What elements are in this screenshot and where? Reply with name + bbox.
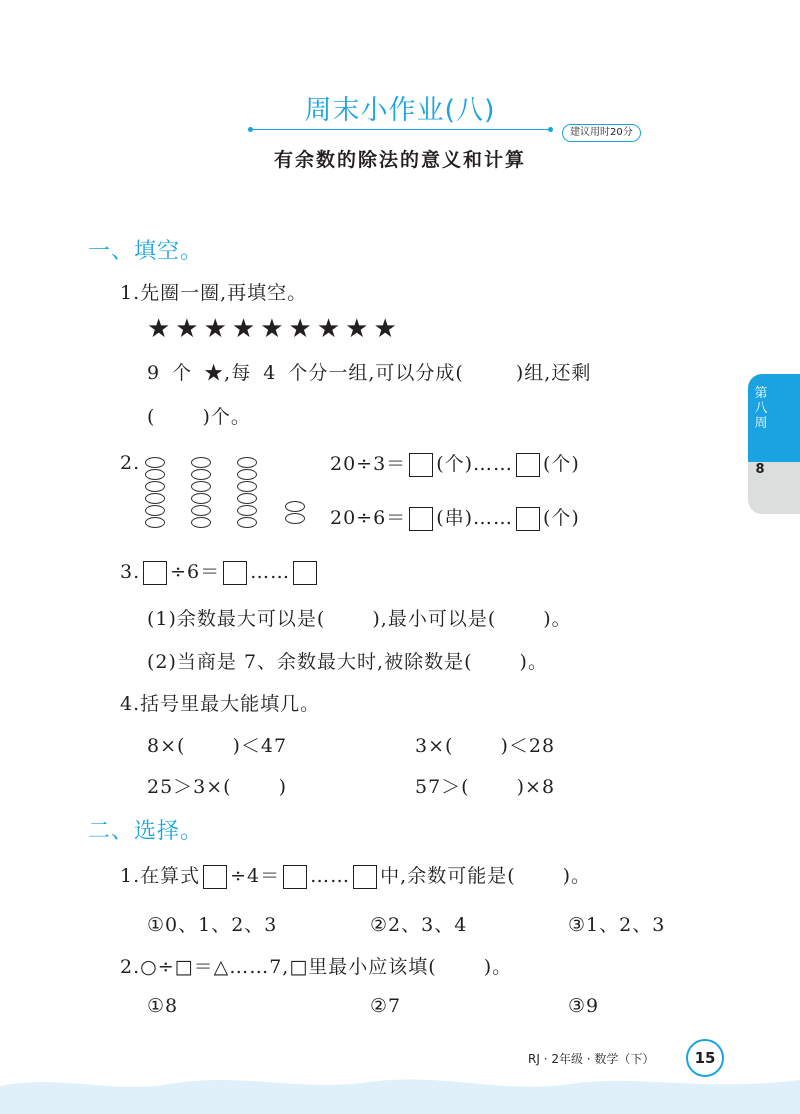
equation-left: 20÷6＝ <box>330 507 407 529</box>
equation-mid: (个)…… <box>436 453 514 475</box>
equation-right: (个) <box>543 453 580 475</box>
stars-row: ★★★★★★★★★ <box>147 314 402 344</box>
answer-box[interactable] <box>293 561 317 585</box>
bead-string <box>191 457 213 529</box>
choice-2-option-1[interactable]: ①8 <box>147 995 179 1017</box>
section-heading-multiple-choice: 二、选择。 <box>88 819 204 844</box>
choice-1-option-3[interactable]: ③1、2、3 <box>568 914 666 936</box>
question-2-number: 2. <box>120 452 141 474</box>
footer-wave-decoration <box>0 1064 800 1114</box>
footer-book-info: RJ · 2年级 · 数学（下） <box>528 1052 655 1066</box>
question-4-item-d: 57＞( )×8 <box>415 776 556 798</box>
answer-box[interactable] <box>143 561 167 585</box>
divider-dot <box>548 127 553 132</box>
answer-box[interactable] <box>283 865 307 889</box>
bead-string <box>237 457 259 529</box>
question-prefix: 1.在算式 <box>120 865 201 887</box>
question-3-equation <box>120 557 320 585</box>
question-3-sub-1: (1)余数最大可以是( ),最小可以是( )。 <box>147 608 572 630</box>
question-3-sub-2: (2)当商是 7、余数最大时,被除数是( )。 <box>147 651 548 673</box>
bead-string-partial <box>285 501 307 525</box>
choice-1-option-1[interactable]: ①0、1、2、3 <box>147 914 278 936</box>
choice-question-1 <box>120 861 591 889</box>
equation-left: 20÷3＝ <box>330 453 407 475</box>
choice-2-option-3[interactable]: ③9 <box>568 995 600 1017</box>
question-3-number: 3. <box>120 561 141 583</box>
equation-ellipsis: …… <box>250 561 291 583</box>
question-1-line-2: ( )个。 <box>147 406 251 428</box>
answer-box[interactable] <box>223 561 247 585</box>
title-divider <box>250 129 550 130</box>
suggested-time-badge: 建议用时20分 <box>562 124 641 142</box>
page-title: 周末小作业(八) <box>304 95 496 126</box>
answer-box[interactable] <box>203 865 227 889</box>
section-heading-fill-blank: 一、填空。 <box>88 239 204 264</box>
page-number: 15 <box>686 1039 724 1077</box>
question-suffix: 中,余数可能是( )。 <box>380 865 592 887</box>
equation-right: (个) <box>543 507 580 529</box>
choice-1-option-2[interactable]: ②2、3、4 <box>370 914 468 936</box>
question-1-line-1: 9 个 ★,每 4 个分一组,可以分成( )组,还剩 <box>147 362 592 384</box>
bead-string <box>145 457 167 529</box>
equation-mid: ÷6＝ <box>170 561 221 583</box>
answer-box[interactable] <box>516 507 540 531</box>
question-1-prompt: 1.先圈一圈,再填空。 <box>120 282 308 304</box>
side-tab-label: 第八周 <box>754 386 768 431</box>
side-tab-number: 8 <box>755 462 765 477</box>
equation-mid: ÷4＝ <box>230 865 281 887</box>
answer-box[interactable] <box>409 453 433 477</box>
question-4-prompt: 4.括号里最大能填几。 <box>120 693 321 715</box>
equation-ellipsis: …… <box>310 865 351 887</box>
question-4-item-c: 25＞3×( ) <box>147 776 288 798</box>
page-subtitle: 有余数的除法的意义和计算 <box>273 149 526 171</box>
answer-box[interactable] <box>409 507 433 531</box>
week-side-tab <box>748 374 800 514</box>
question-4-item-b: 3×( )＜28 <box>415 735 556 757</box>
division-equation-1 <box>330 449 580 477</box>
divider-dot <box>248 127 253 132</box>
equation-mid: (串)…… <box>436 507 514 529</box>
question-4-item-a: 8×( )＜47 <box>147 735 288 757</box>
division-equation-2 <box>330 503 580 531</box>
answer-box[interactable] <box>516 453 540 477</box>
choice-question-2: 2.○÷□＝△……7,□里最小应该填( )。 <box>120 956 513 978</box>
choice-2-option-2[interactable]: ②7 <box>370 995 402 1017</box>
answer-box[interactable] <box>353 865 377 889</box>
